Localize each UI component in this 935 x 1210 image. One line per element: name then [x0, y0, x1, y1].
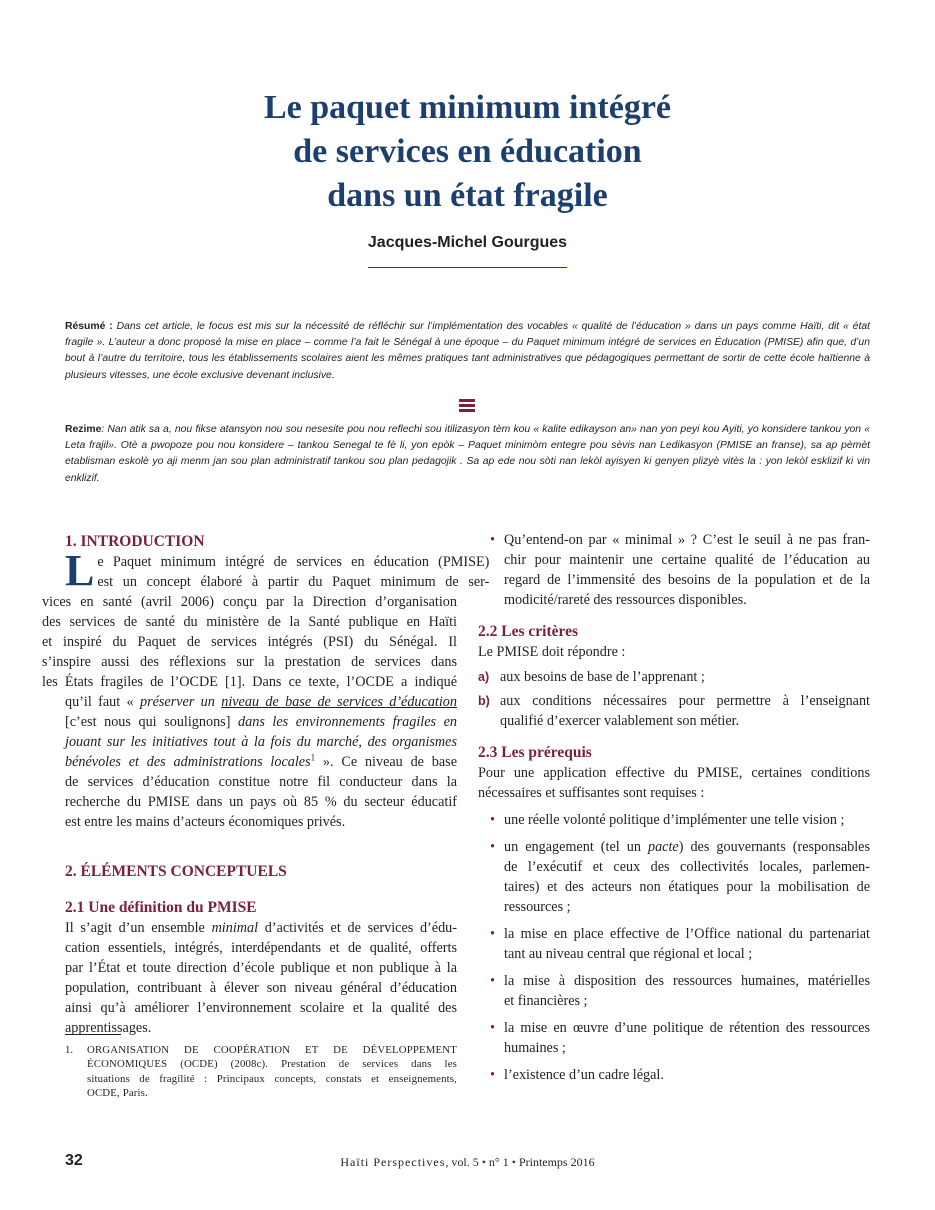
issue: n° 1	[485, 1155, 512, 1169]
footnote-line: situations de fragilité : Principaux concepts, constats et enseignements,	[87, 1072, 457, 1085]
intro-line: recherche du PMISE dans un pays où 85 % du secteur éducatif	[65, 794, 457, 810]
criteria-marker: a)	[478, 670, 490, 684]
prereq-item: • la mise à disposition des ressources humaines, matérielles et financières ;	[490, 973, 870, 1009]
abstract-creole-label: Rezime	[65, 424, 102, 435]
subsection-heading-prerequisites: 2.3 Les prérequis	[478, 744, 592, 761]
abstract-creole-text: : Nan atik sa a, nou fikse atansyon nou sou nesesite pou nou reflechi sou itilizasyon tèm kou « kalite edikayson an» nan yon peyi kou Ayiti, yo konsidere tankou yon « Leta frajil». Otè a pwopoze pou nou konsidere – tankou Senegal te fè li, yon epòk – Paquet minimòm entegre pou sèvis nan Ledikasyon (PMISE an franse), sa ap pèmèt etablisman eskolè yo aji menm jan sou plan administratif tankou sou plan pedagojik . Sa ap ede nou sòti nan lekòl ayisyen ki genyen plizyè vitès la : yon lekòl esklizif ki vin enklizif.	[65, 424, 870, 484]
definition-line: apprentissages.	[65, 1020, 152, 1036]
title-line-3: dans un état fragile	[327, 177, 608, 214]
criteria-item	[478, 691, 870, 731]
intro-line: et inspiré du Paquet de services intégrés (PSI) du Sénégal. Il	[42, 634, 457, 650]
author-underline-rule	[368, 267, 567, 268]
abstract-french	[65, 319, 870, 384]
intro-line: les États fragiles de l’OCDE [1]. Dans ce texte, l’OCDE a indiqué	[42, 674, 457, 690]
criteria-text: aux conditions nécessaires pour permettre à l’enseignant	[500, 693, 870, 709]
bullet-icon: •	[490, 812, 495, 828]
criteria-text: aux besoins de base de l’apprenant ;	[500, 669, 705, 685]
minimal-line: chir pour maintenir une certaine qualité de l’éducation au	[504, 552, 870, 568]
bullet-icon: •	[490, 1020, 495, 1036]
right-column	[478, 530, 870, 1092]
criteria-list	[478, 667, 870, 731]
criteria-marker: b)	[478, 694, 490, 708]
definition-line: ainsi qu’à améliorer l’environnement scolaire et la qualité des	[65, 1000, 457, 1016]
intro-line: s’inspire aussi des réflexions sur la prestation de services dans	[42, 654, 457, 670]
definition-line: par l’État et toute direction d’école publique et non publique à la	[65, 960, 457, 976]
intro-quote-line: qu’il faut « préserver un niveau de base de services d’éducation	[65, 694, 457, 710]
abstract-french-label: Résumé :	[65, 321, 113, 332]
intro-quote-line: [c’est nous qui soulignons] dans les environnements fragiles en	[65, 714, 458, 730]
article-title	[0, 86, 935, 218]
bullet-icon: •	[490, 926, 495, 942]
prereq-item: • la mise en œuvre d’une politique de rétention des ressources humaines ;	[490, 1020, 870, 1056]
introduction-paragraph	[42, 546, 490, 832]
intro-quote-line: jouant sur les initiatives tout à la fois du marché, des organismes	[65, 734, 457, 750]
bullet-icon: •	[490, 532, 495, 548]
journal-name: Haïti Perspectives	[340, 1155, 446, 1169]
drop-cap: L	[65, 546, 95, 595]
section-heading-introduction: 1. INTRODUCTION	[65, 533, 205, 550]
prereq-intro: Pour une application effective du PMISE, certaines conditions nécessaires et suffisantes sont requises :	[478, 765, 870, 801]
triple-bar-separator-icon	[459, 399, 475, 412]
season: Printemps 2016	[515, 1155, 595, 1169]
minimal-line: modicité/rareté des ressources disponibles.	[504, 592, 747, 608]
criteria-text: qualifié d’exercer valablement son métier.	[500, 713, 740, 729]
section-heading-concepts: 2. ÉLÉMENTS CONCEPTUELS	[65, 863, 287, 880]
definition-line: cation essentiels, intégrés, interdépendants et de qualité, offerts	[65, 940, 457, 956]
criteria-intro: Le PMISE doit répondre :	[478, 644, 626, 660]
prereq-item: • un engagement (tel un pacte) des gouvernants (responsables de l’exécutif et ceux des collectivités locales, parlemen- taires) et des acteurs non étatiques pour la mobilisation de ressources ;	[490, 839, 871, 915]
abstract-creole	[65, 422, 870, 487]
intro-line: est un concept élaboré à partir du Paquet minimum de ser-	[97, 574, 490, 590]
minimal-line: Qu’entend-on par « minimal » ? C’est le seuil à ne pas fran-	[504, 532, 870, 548]
intro-line: e Paquet minimum intégré de services en éducation (PMISE)	[97, 554, 490, 570]
intro-line: des services de santé du ministère de la Santé publique en Haïti	[42, 614, 457, 630]
intro-line: de services d’éducation constitue notre fil conducteur dans la	[65, 774, 457, 790]
minimal-line: regard de l’immensité des besoins de la population et de la	[504, 572, 870, 588]
bullet-icon: •	[490, 1067, 495, 1083]
subsection-heading-definition: 2.1 Une définition du PMISE	[65, 899, 257, 916]
separator-dot: •	[481, 1155, 486, 1169]
definition-line: population, contribuant à élever son niveau général d’éducation	[65, 980, 457, 996]
page-number: 32	[65, 1152, 83, 1169]
author-name: Jacques-Michel Gourgues	[367, 234, 568, 251]
definition-paragraph	[65, 918, 457, 1038]
separator-dot: •	[511, 1155, 516, 1169]
prereq-list	[478, 810, 870, 1085]
footnote	[65, 1043, 457, 1101]
footnote-line: ORGANISATION DE COOPÉRATION ET DE DÉVELOPPEMENT	[87, 1044, 457, 1056]
minimal-bullet-item	[478, 530, 870, 610]
running-footer	[0, 1155, 935, 1170]
criteria-item	[478, 667, 870, 687]
title-line-2: de services en éducation	[293, 133, 642, 170]
footnote-number: 1.	[65, 1044, 74, 1056]
intro-quote-line: bénévoles et des administrations locales$^1$ ». Ce niveau de base	[65, 752, 457, 770]
volume: , vol. 5	[445, 1155, 482, 1169]
prereq-item: • une réelle volonté politique d’implémenter une telle vision ;	[490, 812, 845, 828]
intro-line: est entre les mains d’acteurs économiques privés.	[65, 814, 346, 830]
subsection-heading-criteria: 2.2 Les critères	[478, 623, 578, 640]
bullet-icon: •	[490, 839, 495, 855]
bullet-icon: •	[490, 973, 495, 989]
prereq-item: • l’existence d’un cadre légal.	[490, 1067, 664, 1083]
footnote-rule	[65, 1034, 121, 1035]
footnote-line: ÉCONOMIQUES (OCDE) (2008c). Prestation de services dans les	[87, 1058, 457, 1071]
abstract-french-text: Dans cet article, le focus est mis sur la nécessité de réfléchir sur l’implémentation des vocables « qualité de l’éducation » dans un pays comme Haïti, dit « état fragile ». L’auteur a donc proposé la mise en place – comme l’a fait le Sénégal à une époque – du Paquet minimum intégré de services en Éducation (PMISE) afin que, d’un bout à l’autre du territoire, tous les établissements scolaires aient les mêmes pratiques tant administratives que pédagogiques permettant de sortir de cette école haïtienne à plusieurs vitesses, une école exclusive devenant inclusive.	[65, 321, 870, 381]
left-column	[42, 532, 490, 1038]
footnote-ref[interactable]: 1	[310, 752, 316, 763]
footnote-line: OCDE, Paris.	[87, 1087, 148, 1100]
definition-line: Il s’agit d’un ensemble minimal d’activités et de services d’édu-	[65, 920, 457, 936]
prereq-item: • la mise en place effective de l’Office national du partenariat tant au niveau central que régional et local ;	[490, 926, 870, 962]
intro-line: vices en santé (avril 2006) conçu par la Direction d’organisation	[42, 594, 457, 610]
title-line-1: Le paquet minimum intégré	[263, 89, 672, 126]
